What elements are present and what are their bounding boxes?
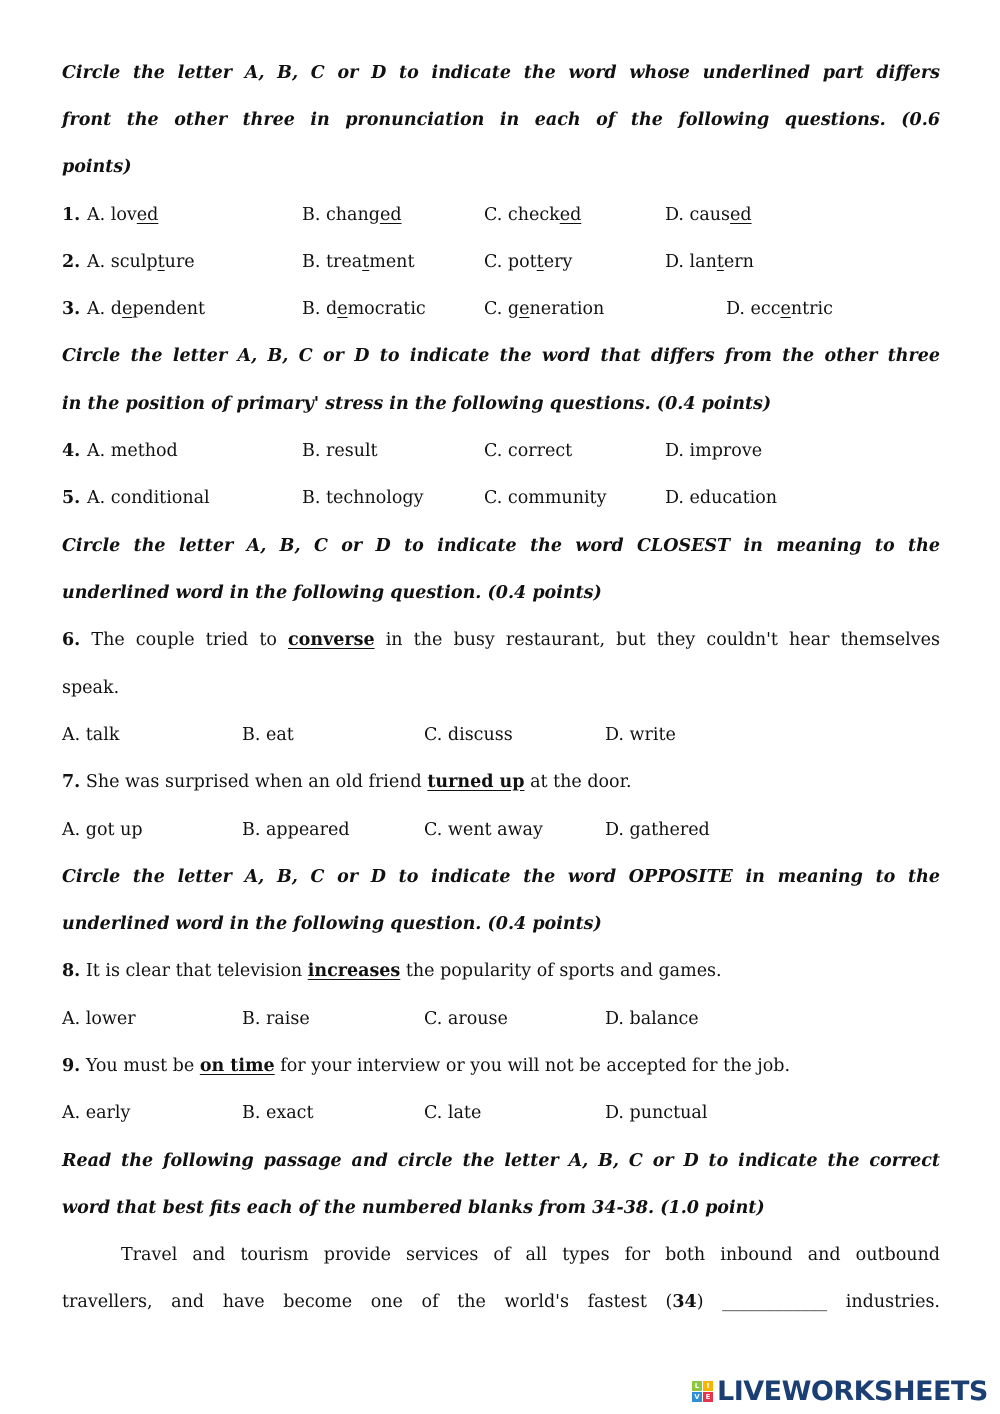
keyword: turned up: [427, 772, 525, 792]
option-b[interactable]: B. eat: [242, 725, 294, 745]
option-d[interactable]: D. balance: [605, 1009, 699, 1029]
keyword: increases: [307, 961, 401, 981]
question-6-options: [62, 712, 940, 759]
question-3: [62, 286, 940, 333]
question-7-stem: 7. She was surprised when an old friend turned up at the door.: [62, 772, 632, 792]
section1-instruction: Circle the letter A, B, C or D to indicate the word whose underlined part differs: [62, 63, 940, 83]
option-c[interactable]: C. discuss: [424, 725, 513, 745]
section1-instruction: front the other three in pronunciation in each of the following questions. (0.6: [62, 110, 940, 130]
option-c[interactable]: C. generation: [484, 299, 605, 319]
question-9-stem: 9. You must be on time for your interview or you will not be accepted for the job.: [62, 1056, 791, 1076]
option-d[interactable]: D. write: [605, 725, 676, 745]
question-6-stem: 6. The couple tried to converse in the busy restaurant, but they couldn't hear themselves: [62, 630, 940, 650]
section5-instruction: Read the following passage and circle the letter A, B, C or D to indicate the correct: [62, 1151, 940, 1171]
keyword: converse: [288, 630, 375, 650]
section3-instruction: underlined word in the following question. (0.4 points): [62, 583, 602, 603]
option-b[interactable]: B. technology: [302, 488, 424, 508]
option-b[interactable]: B. changed: [302, 205, 402, 225]
question-8-stem: 8. It is clear that television increases the popularity of sports and games.: [62, 961, 722, 981]
logo-blocks-icon: L I V E: [692, 1381, 713, 1402]
option-a[interactable]: A. conditional: [87, 488, 210, 508]
question-9-options: [62, 1090, 940, 1137]
question-8-options: [62, 996, 940, 1043]
question-4: [62, 428, 940, 475]
section3-instruction: Circle the letter A, B, C or D to indicate the word CLOSEST in meaning to the: [62, 536, 940, 556]
logo-text: LIVEWORKSHEETS: [717, 1376, 988, 1407]
option-d[interactable]: D. education: [665, 488, 778, 508]
option-a[interactable]: A. sculpture: [87, 252, 195, 272]
blank-number: 34: [672, 1292, 697, 1312]
option-c[interactable]: C. arouse: [424, 1009, 508, 1029]
option-b[interactable]: B. democratic: [302, 299, 426, 319]
section2-instruction: Circle the letter A, B, C or D to indicate the word that differs from the other three: [62, 346, 940, 366]
section4-instruction: Circle the letter A, B, C or D to indicate the word OPPOSITE in meaning to the: [62, 867, 940, 887]
question-1: [62, 192, 940, 239]
option-d[interactable]: D. caused: [665, 205, 752, 225]
option-b[interactable]: B. treatment: [302, 252, 415, 272]
question-number: 1.: [62, 205, 81, 225]
option-a[interactable]: A. loved: [87, 205, 159, 225]
question-7-options: [62, 807, 940, 854]
section1-instruction: points): [62, 157, 132, 177]
option-a[interactable]: A. method: [87, 441, 178, 461]
option-d[interactable]: D. gathered: [605, 820, 710, 840]
option-d[interactable]: D. punctual: [605, 1103, 708, 1123]
question-6-stem-cont: speak.: [62, 678, 120, 698]
section5-instruction: word that best fits each of the numbered blanks from 34-38. (1.0 point): [62, 1198, 765, 1218]
blank-34[interactable]: ) ____________: [696, 1292, 846, 1312]
section4-instruction: underlined word in the following question. (0.4 points): [62, 914, 602, 934]
option-a[interactable]: A. talk: [62, 725, 120, 745]
option-c[interactable]: C. community: [484, 488, 607, 508]
option-c[interactable]: C. correct: [484, 441, 573, 461]
question-5: [62, 475, 940, 522]
option-b[interactable]: B. result: [302, 441, 378, 461]
option-d[interactable]: D. improve: [665, 441, 763, 461]
option-a[interactable]: A. lower: [62, 1009, 136, 1029]
option-c[interactable]: C. checked: [484, 205, 582, 225]
option-b[interactable]: B. appeared: [242, 820, 350, 840]
keyword: on time: [199, 1056, 275, 1076]
passage-line-1: Travel and tourism provide services of all types for both inbound and outbound: [121, 1245, 940, 1265]
question-number: 4.: [62, 441, 81, 461]
option-d[interactable]: D. lantern: [665, 252, 754, 272]
option-a[interactable]: A. early: [62, 1103, 131, 1123]
option-b[interactable]: B. exact: [242, 1103, 314, 1123]
option-b[interactable]: B. raise: [242, 1009, 310, 1029]
question-2: [62, 239, 940, 286]
section2-instruction: in the position of primary' stress in the following questions. (0.4 points): [62, 394, 772, 414]
option-d[interactable]: D. eccentric: [726, 299, 833, 319]
option-a[interactable]: A. dependent: [87, 299, 206, 319]
question-number: 3.: [62, 299, 81, 319]
option-c[interactable]: C. late: [424, 1103, 482, 1123]
option-a[interactable]: A. got up: [62, 820, 143, 840]
liveworksheets-logo: [692, 1376, 988, 1407]
option-c[interactable]: C. went away: [424, 820, 543, 840]
option-c[interactable]: C. pottery: [484, 252, 573, 272]
question-number: 5.: [62, 488, 81, 508]
passage-line-2: travellers, and have become one of the world's fastest (34) ____________ industries.: [62, 1292, 940, 1312]
question-number: 2.: [62, 252, 81, 272]
